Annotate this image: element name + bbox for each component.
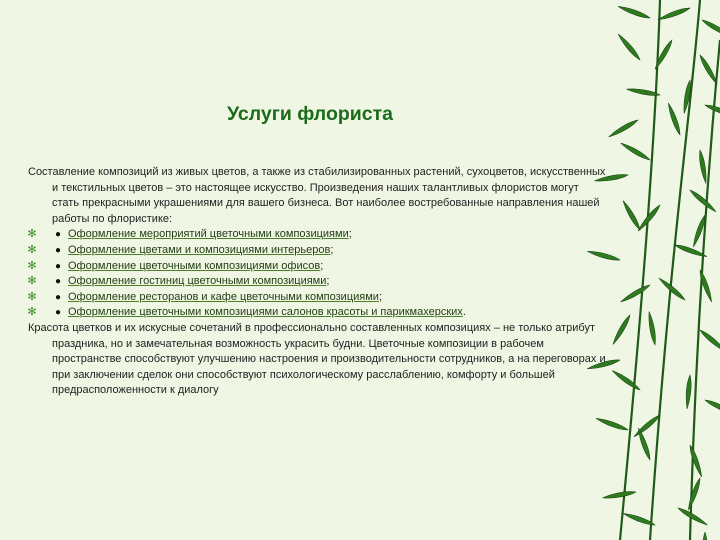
asterisk-bullet-icon: ✻	[27, 259, 37, 272]
filled-circle-icon: ●	[55, 244, 62, 256]
service-item	[28, 259, 606, 275]
asterisk-bullet-icon: ✻	[27, 228, 37, 241]
service-suffix: .	[462, 306, 466, 319]
asterisk-bullet-icon: ✻	[27, 290, 37, 303]
intro-paragraph: Составление композиций из живых цветов, а также из стабилизированных растений, сухоцветов, искусственных и текстильных цветов – это настоящее искусство. Произведения наших талантливых флористов могут стать прекрасными украшениями для вашего бизнеса. Вот наиболее востребованные направления нашей работы по флористике:	[28, 166, 606, 225]
service-suffix: ;	[378, 290, 382, 303]
filled-circle-icon: ●	[55, 307, 62, 319]
service-link[interactable]: Оформление ресторанов и кафе цветочными композициями	[68, 290, 379, 303]
filled-circle-icon: ●	[55, 260, 62, 272]
asterisk-bullet-icon: ✻	[27, 275, 37, 288]
bamboo-stems	[620, 0, 720, 540]
service-link[interactable]: Оформление цветочными композициями офисов	[68, 259, 321, 272]
slide-body	[28, 165, 606, 399]
service-item	[28, 227, 606, 243]
service-suffix: ;	[320, 259, 324, 272]
filled-circle-icon: ●	[55, 291, 62, 303]
service-link[interactable]: Оформление цветочными композициями салонов красоты и парикмахерских	[68, 306, 463, 319]
service-suffix: ;	[330, 243, 334, 256]
closing-paragraph: Красота цветков и их искусные сочетаний в профессионально составленных композициях – не только атрибут праздника, но и замечательная возможность украсить будни. Цветочные композиции в рабочем пространстве способствуют улучшению настроения и производительности сотрудников, а на переговорах и при заключении сделок они способствуют психологическому расслаблению, комфорту и большей предрасположенности к диалогу	[28, 321, 606, 397]
filled-circle-icon: ●	[55, 229, 62, 241]
bamboo-leaves	[587, 4, 720, 540]
service-suffix: ;	[348, 228, 352, 241]
asterisk-bullet-icon: ✻	[27, 306, 37, 319]
slide-title: Услуги флориста	[226, 103, 393, 125]
asterisk-bullet-icon: ✻	[27, 243, 37, 256]
service-link[interactable]: Оформление цветами и композициями интерьеров	[68, 243, 331, 256]
service-link[interactable]: Оформление мероприятий цветочными композициями	[68, 228, 349, 241]
service-item	[28, 274, 606, 290]
service-link[interactable]: Оформление гостиниц цветочными композициями	[68, 275, 327, 288]
service-item	[28, 305, 606, 321]
service-item	[28, 243, 606, 259]
filled-circle-icon: ●	[55, 276, 62, 288]
service-suffix: ;	[326, 275, 330, 288]
service-item	[28, 290, 606, 306]
